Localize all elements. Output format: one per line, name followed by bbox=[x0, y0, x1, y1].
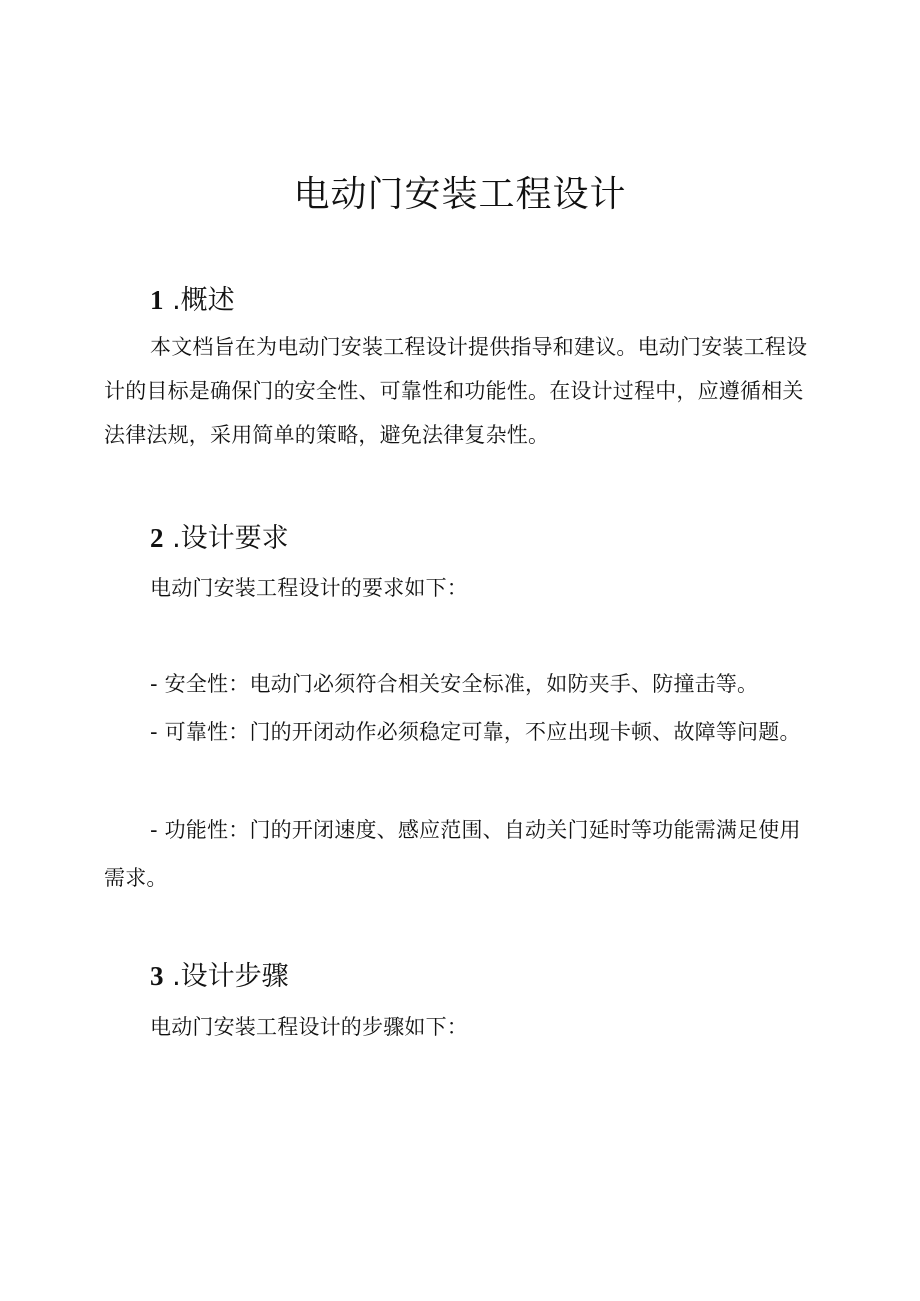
section-heading-steps bbox=[150, 958, 289, 995]
overview-paragraph: 本文档旨在为电动门安装工程设计提供指导和建议。电动门安装工程设计的目标是确保门的安全性、可靠性和功能性。在设计过程中，应遵循相关法律法规，采用简单的策略，避免法律复杂性。 bbox=[104, 335, 808, 447]
steps-intro: 电动门安装工程设计的步骤如下： bbox=[150, 1015, 468, 1039]
document-title: 电动门安装工程设计 bbox=[293, 174, 627, 215]
section-title: .概述 bbox=[172, 285, 235, 316]
section-title: .设计要求 bbox=[172, 523, 289, 554]
section-title: .设计步骤 bbox=[172, 961, 289, 992]
requirement-reliability: - 可靠性：门的开闭动作必须稳定可靠，不应出现卡顿、故障等问题。 bbox=[150, 720, 801, 744]
section-heading-requirements bbox=[150, 520, 289, 557]
section-number: 3 bbox=[150, 961, 164, 991]
section-number: 2 bbox=[150, 523, 164, 553]
requirement-functionality: - 功能性：门的开闭速度、感应范围、自动关门延时等功能需满足使用需求。 bbox=[104, 818, 801, 890]
requirement-safety: - 安全性：电动门必须符合相关安全标准，如防夹手、防撞击等。 bbox=[150, 672, 759, 696]
requirements-intro: 电动门安装工程设计的要求如下： bbox=[150, 576, 468, 600]
section-heading-overview bbox=[150, 282, 235, 319]
section-number: 1 bbox=[150, 285, 164, 315]
